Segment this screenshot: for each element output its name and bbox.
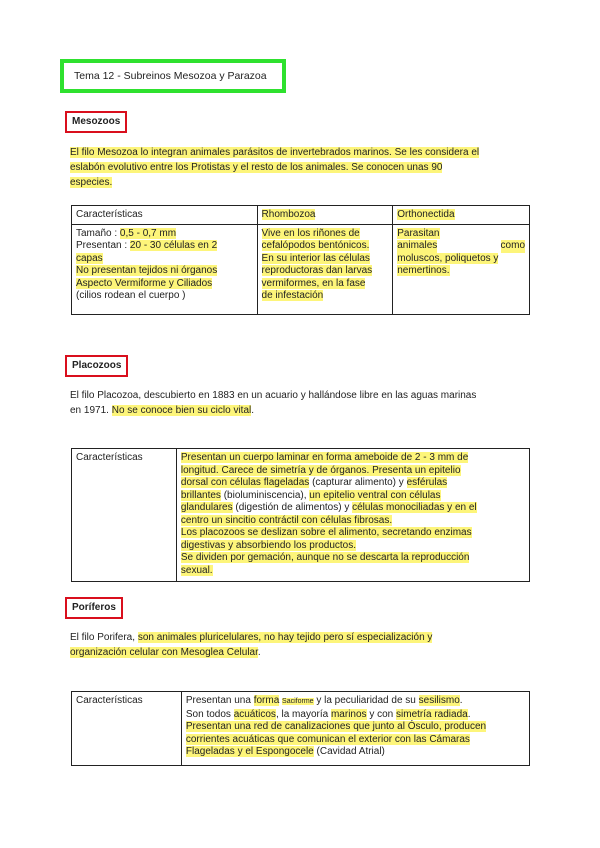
mesozoos-table bbox=[71, 205, 530, 315]
table-row bbox=[72, 224, 530, 314]
placozoos-table bbox=[71, 448, 530, 582]
page-title-text: Tema 12 - Subreinos Mesozoa y Parazoa bbox=[74, 70, 267, 82]
rhombozoa-cell: Vive en los riñones de cefalópodos bentónicos. En su interior las células reproductoras dan larvas vermiformes, en la fase de infestación bbox=[257, 224, 393, 314]
table-header-cell: Orthonectida bbox=[393, 206, 530, 225]
placozoos-heading-text: Placozoos bbox=[72, 360, 122, 371]
placozoos-description-cell: Presentan un cuerpo laminar en forma ameboide de 2 - 3 mm de longitud. Carece de simetría y de órganos. Presenta un epitelio dorsal con células flageladas (capturar alimento) y esférulas brillantes (bioluminiscencia), un epitelio ventral con células glandulares (digestión de alimentos) y células monociliadas y en el centro un sincitio contráctil con células fibrosas. Los placozoos se deslizan sobre el alimento, secretando enzimas digestivas y absorbiendo los productos. Se dividen por gemación, aunque no se descarta la reproducción sexual. bbox=[176, 449, 529, 582]
table-header-cell: Rhombozoa bbox=[257, 206, 393, 225]
table-header-row bbox=[72, 206, 530, 225]
table-row bbox=[72, 692, 530, 766]
mesozoos-para-line: especies. bbox=[70, 177, 113, 188]
section-heading-mesozoos bbox=[65, 111, 127, 133]
mesozoos-heading-text: Mesozoos bbox=[72, 116, 121, 127]
poriferos-heading-text: Poríferos bbox=[72, 602, 116, 613]
orthonectida-cell: Parasitan animales como moluscos, poliquetos y nemertinos. bbox=[393, 224, 530, 314]
mesozoos-features-cell: Tamaño : 0,5 - 0,7 mm Presentan : 20 - 30 células en 2 capas No presentan tejidos ni órganos Aspecto Vermiforme y Ciliados (cilios rodean el cuerpo ) bbox=[72, 224, 258, 314]
mesozoos-para-line: eslabón evolutivo entre los Protistas y el resto de los animales. Se conocen unas 90 bbox=[70, 162, 443, 173]
table-row bbox=[72, 449, 530, 582]
mesozoos-paragraph bbox=[70, 145, 530, 190]
poriferos-table bbox=[71, 691, 530, 766]
poriferos-paragraph: El filo Porifera, son animales pluricelulares, no hay tejido pero sí especialización y organización celular con Mesoglea Celular. bbox=[70, 632, 433, 658]
section-heading-placozoos bbox=[65, 355, 128, 377]
table-label-cell: Características bbox=[72, 449, 177, 582]
table-label-cell: Características bbox=[72, 692, 182, 766]
poriferos-description-cell: Presentan una forma Saciforme y la peculiaridad de su sesilismo. Son todos acuáticos, la mayoría marinos y con simetría radiada. Presentan una red de canalizaciones que junto al Ósculo, producen corrientes acuáticas que comunican el exterior con las Cámaras Flageladas y el Espongocele (Cavidad Atrial) bbox=[181, 692, 529, 766]
table-header-cell: Características bbox=[72, 206, 258, 225]
mesozoos-para-line: El filo Mesozoa lo integran animales parásitos de invertebrados marinos. Se les considera el bbox=[70, 147, 480, 158]
placozoos-paragraph: El filo Placozoa, descubierto en 1883 en un acuario y hallándose libre en las aguas marinas en 1971. No se conoce bien su ciclo vital. bbox=[70, 388, 530, 418]
page-title bbox=[60, 59, 286, 93]
placozoos-para-line: El filo Placozoa, descubierto en 1883 en un acuario y hallándose libre en las aguas marinas bbox=[70, 390, 477, 401]
section-heading-poriferos bbox=[65, 597, 123, 619]
